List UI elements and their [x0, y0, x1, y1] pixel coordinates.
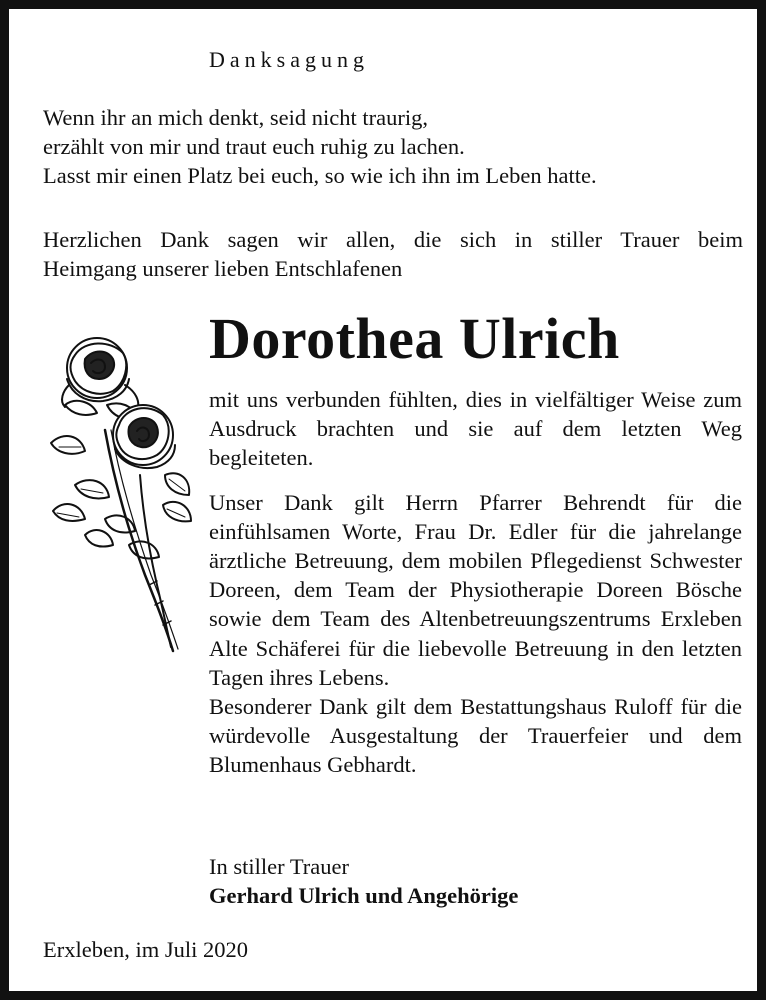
poem: [43, 103, 597, 190]
poem-line: erzählt von mir und traut euch ruhig zu lachen.: [43, 134, 465, 159]
poem-line: Wenn ihr an mich denkt, seid nicht traurig,: [43, 105, 428, 130]
paragraph: Besonderer Dank gilt dem Bestattungshaus Ruloff für die würdevolle Ausgestaltung der Trauerfeier und dem Blumenhaus Gebhardt.: [209, 694, 742, 778]
paragraph: mit uns verbunden fühlten, dies in vielfältiger Weise zum Ausdruck brachten und sie auf dem letzten Weg begleiteten.: [209, 387, 742, 471]
rose-illustration: [45, 335, 195, 657]
poem-line: Lasst mir einen Platz bei euch, so wie ich ihn im Leben hatte.: [43, 163, 597, 188]
deceased-name: Dorothea Ulrich: [209, 306, 620, 371]
intro-line: Heimgang unserer lieben Entschlafenen: [43, 256, 403, 281]
intro-text: [43, 225, 743, 283]
body-text: [209, 385, 742, 780]
signature: [209, 852, 518, 910]
signature-names: Gerhard Ulrich und Angehörige: [209, 883, 519, 908]
place-date: Erxleben, im Juli 2020: [43, 937, 248, 962]
paragraph: Unser Dank gilt Herrn Pfarrer Behrendt für die einfühlsamen Worte, Frau Dr. Edler für die jahrelange ärztliche Betreuung, dem mobilen Pflegedienst Schwester Doreen, dem Team der Physiotherapie Doreen Bösche sowie dem Team des Altenbetreuungszentrums Erxleben Alte Schäferei für die liebevolle Betreuung in den letzten Tagen ihres Lebens.: [209, 489, 742, 690]
intro-line: Herzlichen Dank sagen wir allen, die sich in stiller Trauer beim: [43, 227, 743, 252]
heading: Danksagung: [209, 47, 369, 72]
signature-line: In stiller Trauer: [209, 854, 349, 879]
